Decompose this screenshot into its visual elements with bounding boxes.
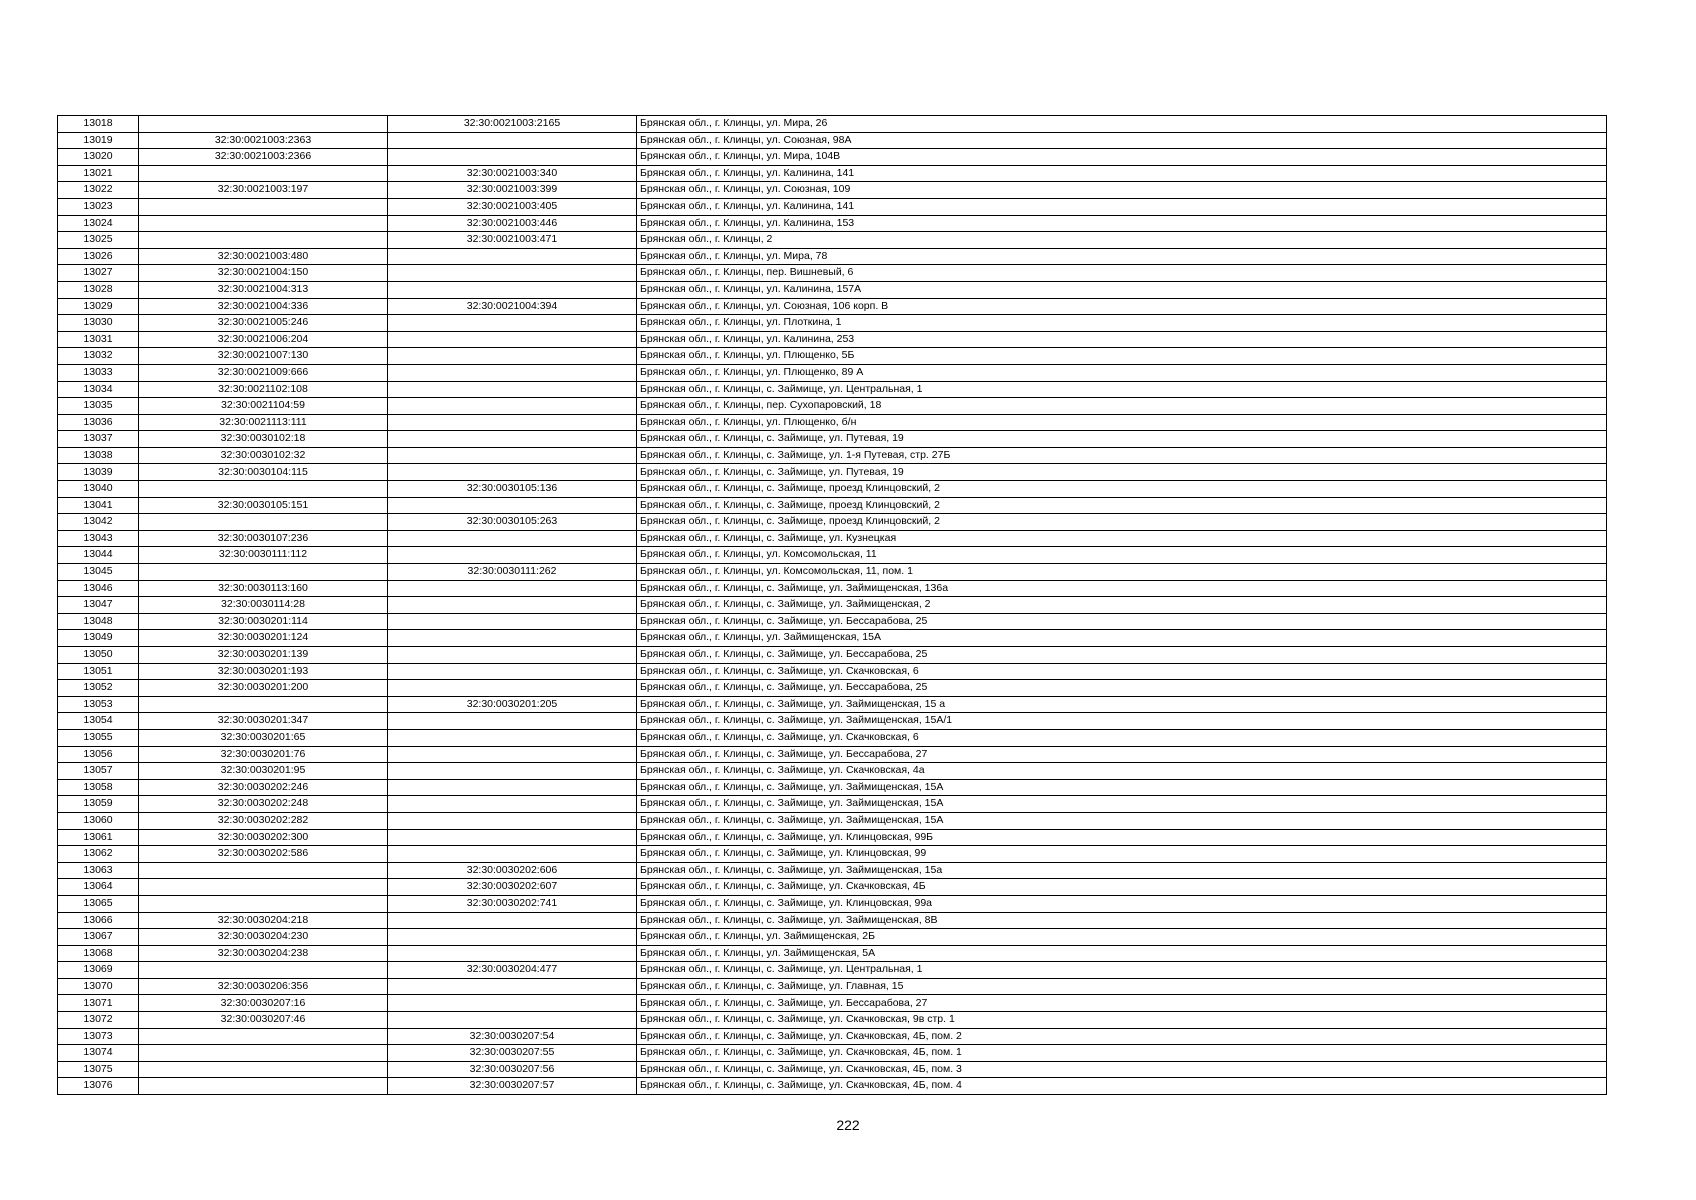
table-row xyxy=(58,116,1607,133)
address-cell: Брянская обл., г. Клинцы, ул. Комсомольская, 11, пом. 1 xyxy=(637,564,1607,581)
table-row xyxy=(58,912,1607,929)
cadastral-number-cell: 32:30:0030114:28 xyxy=(139,597,388,614)
row-number-cell: 13074 xyxy=(58,1045,139,1062)
cadastral-number-cell: 32:30:0021006:204 xyxy=(139,331,388,348)
row-number-cell: 13073 xyxy=(58,1028,139,1045)
row-number-cell: 13076 xyxy=(58,1078,139,1095)
linked-cadastral-number-cell xyxy=(388,912,637,929)
row-number-cell: 13058 xyxy=(58,779,139,796)
cadastral-number-cell xyxy=(139,215,388,232)
linked-cadastral-number-cell xyxy=(388,647,637,664)
linked-cadastral-number-cell: 32:30:0021003:446 xyxy=(388,215,637,232)
cadastral-number-cell: 32:30:0021003:197 xyxy=(139,182,388,199)
cadastral-number-cell: 32:30:0030105:151 xyxy=(139,497,388,514)
cadastral-number-cell: 32:30:0030104:115 xyxy=(139,464,388,481)
table-row xyxy=(58,248,1607,265)
table-row xyxy=(58,165,1607,182)
cadastral-number-cell xyxy=(139,481,388,498)
linked-cadastral-number-cell: 32:30:0030201:205 xyxy=(388,696,637,713)
row-number-cell: 13043 xyxy=(58,530,139,547)
cadastral-number-cell xyxy=(139,895,388,912)
table-row xyxy=(58,796,1607,813)
address-cell: Брянская обл., г. Клинцы, ул. Плющенко, 5Б xyxy=(637,348,1607,365)
cadastral-number-cell: 32:30:0030206:356 xyxy=(139,978,388,995)
cadastral-number-cell: 32:30:0021102:108 xyxy=(139,381,388,398)
cadastral-number-cell: 32:30:0021003:480 xyxy=(139,248,388,265)
address-cell: Брянская обл., г. Клинцы, ул. Займищенская, 2Б xyxy=(637,929,1607,946)
table-row xyxy=(58,630,1607,647)
table-row xyxy=(58,995,1607,1012)
row-number-cell: 13037 xyxy=(58,431,139,448)
linked-cadastral-number-cell xyxy=(388,812,637,829)
linked-cadastral-number-cell xyxy=(388,846,637,863)
table-row xyxy=(58,696,1607,713)
address-cell: Брянская обл., г. Клинцы, ул. Комсомольская, 11 xyxy=(637,547,1607,564)
linked-cadastral-number-cell xyxy=(388,796,637,813)
table-row xyxy=(58,514,1607,531)
linked-cadastral-number-cell xyxy=(388,746,637,763)
cadastral-number-cell: 32:30:0030107:236 xyxy=(139,530,388,547)
row-number-cell: 13068 xyxy=(58,945,139,962)
linked-cadastral-number-cell: 32:30:0030105:136 xyxy=(388,481,637,498)
row-number-cell: 13022 xyxy=(58,182,139,199)
linked-cadastral-number-cell xyxy=(388,580,637,597)
linked-cadastral-number-cell xyxy=(388,1012,637,1029)
row-number-cell: 13033 xyxy=(58,364,139,381)
cadastral-number-cell xyxy=(139,514,388,531)
linked-cadastral-number-cell xyxy=(388,779,637,796)
address-cell: Брянская обл., г. Клинцы, с. Займище, ул. Центральная, 1 xyxy=(637,962,1607,979)
row-number-cell: 13020 xyxy=(58,149,139,166)
table-row xyxy=(58,1028,1607,1045)
address-cell: Брянская обл., г. Клинцы, с. Займище, ул. Скачковская, 4а xyxy=(637,763,1607,780)
table-row xyxy=(58,729,1607,746)
cadastral-number-cell: 32:30:0030113:160 xyxy=(139,580,388,597)
table-row xyxy=(58,265,1607,282)
table-row xyxy=(58,564,1607,581)
cadastral-number-cell: 32:30:0021004:150 xyxy=(139,265,388,282)
row-number-cell: 13054 xyxy=(58,713,139,730)
address-cell: Брянская обл., г. Клинцы, ул. Займищенская, 15А xyxy=(637,630,1607,647)
address-cell: Брянская обл., г. Клинцы, с. Займище, проезд Клинцовский, 2 xyxy=(637,481,1607,498)
row-number-cell: 13026 xyxy=(58,248,139,265)
address-cell: Брянская обл., г. Клинцы, с. Займище, ул. 1-я Путевая, стр. 27Б xyxy=(637,447,1607,464)
address-cell: Брянская обл., г. Клинцы, ул. Союзная, 98А xyxy=(637,132,1607,149)
table-row xyxy=(58,530,1607,547)
table-row xyxy=(58,547,1607,564)
cadastral-number-cell: 32:30:0030202:246 xyxy=(139,779,388,796)
cadastral-number-cell xyxy=(139,116,388,133)
table-row xyxy=(58,929,1607,946)
table-row xyxy=(58,879,1607,896)
address-cell: Брянская обл., г. Клинцы, ул. Мира, 104В xyxy=(637,149,1607,166)
table-row xyxy=(58,132,1607,149)
cadastral-number-cell xyxy=(139,564,388,581)
cadastral-number-cell: 32:30:0030204:218 xyxy=(139,912,388,929)
address-cell: Брянская обл., г. Клинцы, с. Займище, ул. Кузнецкая xyxy=(637,530,1607,547)
linked-cadastral-number-cell xyxy=(388,978,637,995)
cadastral-number-cell xyxy=(139,232,388,249)
linked-cadastral-number-cell: 32:30:0030202:607 xyxy=(388,879,637,896)
linked-cadastral-number-cell xyxy=(388,945,637,962)
linked-cadastral-number-cell xyxy=(388,315,637,332)
table-row xyxy=(58,663,1607,680)
address-cell: Брянская обл., г. Клинцы, с. Займище, ул. Бессарабова, 25 xyxy=(637,680,1607,697)
cadastral-number-cell: 32:30:0030201:65 xyxy=(139,729,388,746)
row-number-cell: 13072 xyxy=(58,1012,139,1029)
linked-cadastral-number-cell: 32:30:0030202:606 xyxy=(388,862,637,879)
cadastral-number-cell xyxy=(139,165,388,182)
address-cell: Брянская обл., г. Клинцы, с. Займище, ул. Бессарабова, 27 xyxy=(637,995,1607,1012)
cadastral-number-cell xyxy=(139,696,388,713)
address-cell: Брянская обл., г. Клинцы, с. Займище, ул. Займищенская, 15А xyxy=(637,796,1607,813)
table-row xyxy=(58,580,1607,597)
row-number-cell: 13036 xyxy=(58,414,139,431)
address-cell: Брянская обл., г. Клинцы, с. Займище, ул. Клинцовская, 99Б xyxy=(637,829,1607,846)
table-row xyxy=(58,447,1607,464)
address-cell: Брянская обл., г. Клинцы, с. Займище, ул. Займищенская, 15 а xyxy=(637,696,1607,713)
address-cell: Брянская обл., г. Клинцы, с. Займище, ул. Скачковская, 6 xyxy=(637,729,1607,746)
table-row xyxy=(58,829,1607,846)
row-number-cell: 13049 xyxy=(58,630,139,647)
address-cell: Брянская обл., г. Клинцы, с. Займище, ул. Главная, 15 xyxy=(637,978,1607,995)
cadastral-number-cell: 32:30:0030201:200 xyxy=(139,680,388,697)
row-number-cell: 13042 xyxy=(58,514,139,531)
address-cell: Брянская обл., г. Клинцы, с. Займище, ул. Путевая, 19 xyxy=(637,431,1607,448)
cadastral-number-cell: 32:30:0030201:139 xyxy=(139,647,388,664)
cadastral-number-cell: 32:30:0030202:586 xyxy=(139,846,388,863)
linked-cadastral-number-cell xyxy=(388,763,637,780)
linked-cadastral-number-cell xyxy=(388,663,637,680)
table-row xyxy=(58,597,1607,614)
row-number-cell: 13060 xyxy=(58,812,139,829)
cadastral-number-cell xyxy=(139,198,388,215)
address-cell: Брянская обл., г. Клинцы, ул. Плющенко, 89 А xyxy=(637,364,1607,381)
linked-cadastral-number-cell xyxy=(388,680,637,697)
cadastral-number-cell: 32:30:0021005:246 xyxy=(139,315,388,332)
row-number-cell: 13062 xyxy=(58,846,139,863)
linked-cadastral-number-cell: 32:30:0021003:399 xyxy=(388,182,637,199)
linked-cadastral-number-cell xyxy=(388,829,637,846)
row-number-cell: 13059 xyxy=(58,796,139,813)
address-cell: Брянская обл., г. Клинцы, с. Займище, ул. Скачковская, 4Б, пом. 1 xyxy=(637,1045,1607,1062)
table-row xyxy=(58,381,1607,398)
linked-cadastral-number-cell xyxy=(388,348,637,365)
linked-cadastral-number-cell xyxy=(388,713,637,730)
table-row xyxy=(58,846,1607,863)
cadastral-number-cell xyxy=(139,879,388,896)
row-number-cell: 13041 xyxy=(58,497,139,514)
row-number-cell: 13064 xyxy=(58,879,139,896)
linked-cadastral-number-cell: 32:30:0030207:54 xyxy=(388,1028,637,1045)
row-number-cell: 13047 xyxy=(58,597,139,614)
linked-cadastral-number-cell: 32:30:0021003:471 xyxy=(388,232,637,249)
cadastral-number-cell xyxy=(139,962,388,979)
linked-cadastral-number-cell xyxy=(388,530,637,547)
cadastral-number-cell: 32:30:0030202:300 xyxy=(139,829,388,846)
address-cell: Брянская обл., г. Клинцы, с. Займище, ул. Путевая, 19 xyxy=(637,464,1607,481)
linked-cadastral-number-cell xyxy=(388,447,637,464)
table-row xyxy=(58,779,1607,796)
table-row xyxy=(58,1045,1607,1062)
cadastral-number-cell xyxy=(139,1028,388,1045)
address-cell: Брянская обл., г. Клинцы, ул. Мира, 78 xyxy=(637,248,1607,265)
address-cell: Брянская обл., г. Клинцы, с. Займище, ул. Бессарабова, 25 xyxy=(637,647,1607,664)
cadastral-number-cell: 32:30:0021104:59 xyxy=(139,398,388,415)
linked-cadastral-number-cell xyxy=(388,929,637,946)
linked-cadastral-number-cell xyxy=(388,995,637,1012)
row-number-cell: 13030 xyxy=(58,315,139,332)
cadastral-number-cell: 32:30:0021009:666 xyxy=(139,364,388,381)
table-row xyxy=(58,613,1607,630)
linked-cadastral-number-cell: 32:30:0030207:55 xyxy=(388,1045,637,1062)
row-number-cell: 13029 xyxy=(58,298,139,315)
table-row xyxy=(58,713,1607,730)
row-number-cell: 13032 xyxy=(58,348,139,365)
linked-cadastral-number-cell xyxy=(388,464,637,481)
table-row xyxy=(58,746,1607,763)
table-row xyxy=(58,364,1607,381)
address-cell: Брянская обл., г. Клинцы, с. Займище, ул. Скачковская, 4Б, пом. 3 xyxy=(637,1061,1607,1078)
address-cell: Брянская обл., г. Клинцы, с. Займище, ул. Бессарабова, 27 xyxy=(637,746,1607,763)
address-cell: Брянская обл., г. Клинцы, ул. Калинина, 141 xyxy=(637,198,1607,215)
table-row xyxy=(58,647,1607,664)
linked-cadastral-number-cell: 32:30:0021003:405 xyxy=(388,198,637,215)
address-cell: Брянская обл., г. Клинцы, с. Займище, ул. Займищенская, 15А xyxy=(637,812,1607,829)
table-row xyxy=(58,1012,1607,1029)
row-number-cell: 13031 xyxy=(58,331,139,348)
row-number-cell: 13053 xyxy=(58,696,139,713)
row-number-cell: 13051 xyxy=(58,663,139,680)
row-number-cell: 13018 xyxy=(58,116,139,133)
address-cell: Брянская обл., г. Клинцы, с. Займище, проезд Клинцовский, 2 xyxy=(637,497,1607,514)
linked-cadastral-number-cell: 32:30:0030207:56 xyxy=(388,1061,637,1078)
row-number-cell: 13027 xyxy=(58,265,139,282)
address-cell: Брянская обл., г. Клинцы, ул. Калинина, 253 xyxy=(637,331,1607,348)
row-number-cell: 13050 xyxy=(58,647,139,664)
cadastral-table xyxy=(57,115,1607,1095)
row-number-cell: 13075 xyxy=(58,1061,139,1078)
linked-cadastral-number-cell xyxy=(388,431,637,448)
row-number-cell: 13063 xyxy=(58,862,139,879)
table-row xyxy=(58,862,1607,879)
linked-cadastral-number-cell xyxy=(388,149,637,166)
address-cell: Брянская обл., г. Клинцы, пер. Вишневый, 6 xyxy=(637,265,1607,282)
linked-cadastral-number-cell: 32:30:0030207:57 xyxy=(388,1078,637,1095)
table-row xyxy=(58,414,1607,431)
address-cell: Брянская обл., г. Клинцы, пер. Сухопаровский, 18 xyxy=(637,398,1607,415)
address-cell: Брянская обл., г. Клинцы, ул. Мира, 26 xyxy=(637,116,1607,133)
address-cell: Брянская обл., г. Клинцы, ул. Союзная, 106 корп. В xyxy=(637,298,1607,315)
cadastral-number-cell: 32:30:0030201:76 xyxy=(139,746,388,763)
address-cell: Брянская обл., г. Клинцы, с. Займище, ул. Клинцовская, 99а xyxy=(637,895,1607,912)
row-number-cell: 13048 xyxy=(58,613,139,630)
linked-cadastral-number-cell xyxy=(388,281,637,298)
cadastral-number-cell: 32:30:0030207:16 xyxy=(139,995,388,1012)
table-row xyxy=(58,298,1607,315)
row-number-cell: 13067 xyxy=(58,929,139,946)
cadastral-number-cell: 32:30:0030202:282 xyxy=(139,812,388,829)
table-row xyxy=(58,763,1607,780)
row-number-cell: 13061 xyxy=(58,829,139,846)
cadastral-number-cell: 32:30:0030202:248 xyxy=(139,796,388,813)
table-row xyxy=(58,215,1607,232)
cadastral-number-cell: 32:30:0021004:313 xyxy=(139,281,388,298)
table-row xyxy=(58,149,1607,166)
row-number-cell: 13040 xyxy=(58,481,139,498)
row-number-cell: 13069 xyxy=(58,962,139,979)
cadastral-number-cell: 32:30:0030207:46 xyxy=(139,1012,388,1029)
address-cell: Брянская обл., г. Клинцы, с. Займище, ул. Скачковская, 6 xyxy=(637,663,1607,680)
linked-cadastral-number-cell xyxy=(388,381,637,398)
row-number-cell: 13044 xyxy=(58,547,139,564)
address-cell: Брянская обл., г. Клинцы, 2 xyxy=(637,232,1607,249)
linked-cadastral-number-cell: 32:30:0021004:394 xyxy=(388,298,637,315)
address-cell: Брянская обл., г. Клинцы, с. Займище, ул. Клинцовская, 99 xyxy=(637,846,1607,863)
cadastral-number-cell: 32:30:0030204:238 xyxy=(139,945,388,962)
page-number: 222 xyxy=(836,1117,860,1133)
cadastral-number-cell: 32:30:0030204:230 xyxy=(139,929,388,946)
address-cell: Брянская обл., г. Клинцы, с. Займище, ул. Займищенская, 2 xyxy=(637,597,1607,614)
cadastral-number-cell xyxy=(139,1078,388,1095)
row-number-cell: 13055 xyxy=(58,729,139,746)
linked-cadastral-number-cell xyxy=(388,597,637,614)
address-cell: Брянская обл., г. Клинцы, с. Займище, ул. Бессарабова, 25 xyxy=(637,613,1607,630)
table-body xyxy=(58,116,1607,1095)
cadastral-number-cell: 32:30:0021004:336 xyxy=(139,298,388,315)
cadastral-number-cell: 32:30:0030201:193 xyxy=(139,663,388,680)
row-number-cell: 13024 xyxy=(58,215,139,232)
cadastral-number-cell: 32:30:0021113:111 xyxy=(139,414,388,431)
row-number-cell: 13066 xyxy=(58,912,139,929)
cadastral-number-cell: 32:30:0030201:124 xyxy=(139,630,388,647)
cadastral-number-cell: 32:30:0030111:112 xyxy=(139,547,388,564)
row-number-cell: 13056 xyxy=(58,746,139,763)
address-cell: Брянская обл., г. Клинцы, с. Займище, ул. Займищенская, 8В xyxy=(637,912,1607,929)
table-row xyxy=(58,945,1607,962)
linked-cadastral-number-cell: 32:30:0021003:2165 xyxy=(388,116,637,133)
address-cell: Брянская обл., г. Клинцы, с. Займище, ул. Займищенская, 136а xyxy=(637,580,1607,597)
linked-cadastral-number-cell: 32:30:0030111:262 xyxy=(388,564,637,581)
table-row xyxy=(58,348,1607,365)
table-row xyxy=(58,962,1607,979)
table-row xyxy=(58,895,1607,912)
cadastral-number-cell: 32:30:0021007:130 xyxy=(139,348,388,365)
row-number-cell: 13071 xyxy=(58,995,139,1012)
address-cell: Брянская обл., г. Клинцы, ул. Калинина, 141 xyxy=(637,165,1607,182)
cadastral-number-cell: 32:30:0030201:347 xyxy=(139,713,388,730)
row-number-cell: 13021 xyxy=(58,165,139,182)
cadastral-number-cell: 32:30:0030201:114 xyxy=(139,613,388,630)
table-row xyxy=(58,680,1607,697)
cadastral-number-cell xyxy=(139,862,388,879)
cadastral-number-cell: 32:30:0021003:2363 xyxy=(139,132,388,149)
row-number-cell: 13046 xyxy=(58,580,139,597)
address-cell: Брянская обл., г. Клинцы, ул. Союзная, 109 xyxy=(637,182,1607,199)
linked-cadastral-number-cell xyxy=(388,132,637,149)
cadastral-number-cell: 32:30:0030102:32 xyxy=(139,447,388,464)
table-row xyxy=(58,182,1607,199)
row-number-cell: 13057 xyxy=(58,763,139,780)
cadastral-number-cell: 32:30:0030102:18 xyxy=(139,431,388,448)
table-row xyxy=(58,398,1607,415)
table-row xyxy=(58,464,1607,481)
linked-cadastral-number-cell xyxy=(388,497,637,514)
table-row xyxy=(58,812,1607,829)
address-cell: Брянская обл., г. Клинцы, с. Займище, ул. Скачковская, 4Б, пом. 2 xyxy=(637,1028,1607,1045)
row-number-cell: 13065 xyxy=(58,895,139,912)
cadastral-number-cell: 32:30:0030201:95 xyxy=(139,763,388,780)
address-cell: Брянская обл., г. Клинцы, с. Займище, ул. Скачковская, 9в стр. 1 xyxy=(637,1012,1607,1029)
row-number-cell: 13038 xyxy=(58,447,139,464)
address-cell: Брянская обл., г. Клинцы, с. Займище, ул. Скачковская, 4Б xyxy=(637,879,1607,896)
address-cell: Брянская обл., г. Клинцы, с. Займище, ул. Центральная, 1 xyxy=(637,381,1607,398)
cadastral-number-cell: 32:30:0021003:2366 xyxy=(139,149,388,166)
row-number-cell: 13019 xyxy=(58,132,139,149)
address-cell: Брянская обл., г. Клинцы, ул. Калинина, 157А xyxy=(637,281,1607,298)
linked-cadastral-number-cell xyxy=(388,414,637,431)
table-row xyxy=(58,331,1607,348)
table-row xyxy=(58,281,1607,298)
row-number-cell: 13025 xyxy=(58,232,139,249)
row-number-cell: 13045 xyxy=(58,564,139,581)
address-cell: Брянская обл., г. Клинцы, ул. Займищенская, 5А xyxy=(637,945,1607,962)
table-row xyxy=(58,1078,1607,1095)
cadastral-number-cell xyxy=(139,1061,388,1078)
table-row xyxy=(58,431,1607,448)
address-cell: Брянская обл., г. Клинцы, ул. Калинина, 153 xyxy=(637,215,1607,232)
address-cell: Брянская обл., г. Клинцы, с. Займище, ул. Займищенская, 15А xyxy=(637,779,1607,796)
row-number-cell: 13023 xyxy=(58,198,139,215)
address-cell: Брянская обл., г. Клинцы, с. Займище, ул. Займищенская, 15а xyxy=(637,862,1607,879)
cadastral-number-cell xyxy=(139,1045,388,1062)
linked-cadastral-number-cell xyxy=(388,547,637,564)
address-cell: Брянская обл., г. Клинцы, ул. Плющенко, б/н xyxy=(637,414,1607,431)
linked-cadastral-number-cell xyxy=(388,265,637,282)
address-cell: Брянская обл., г. Клинцы, с. Займище, ул. Займищенская, 15А/1 xyxy=(637,713,1607,730)
linked-cadastral-number-cell xyxy=(388,248,637,265)
row-number-cell: 13052 xyxy=(58,680,139,697)
linked-cadastral-number-cell: 32:30:0030202:741 xyxy=(388,895,637,912)
linked-cadastral-number-cell xyxy=(388,630,637,647)
linked-cadastral-number-cell xyxy=(388,398,637,415)
table-row xyxy=(58,232,1607,249)
linked-cadastral-number-cell xyxy=(388,331,637,348)
linked-cadastral-number-cell xyxy=(388,613,637,630)
address-cell: Брянская обл., г. Клинцы, ул. Плоткина, 1 xyxy=(637,315,1607,332)
table-row xyxy=(58,978,1607,995)
linked-cadastral-number-cell: 32:30:0030105:263 xyxy=(388,514,637,531)
address-cell: Брянская обл., г. Клинцы, с. Займище, ул. Скачковская, 4Б, пом. 4 xyxy=(637,1078,1607,1095)
row-number-cell: 13035 xyxy=(58,398,139,415)
linked-cadastral-number-cell xyxy=(388,729,637,746)
row-number-cell: 13039 xyxy=(58,464,139,481)
row-number-cell: 13028 xyxy=(58,281,139,298)
table-row xyxy=(58,1061,1607,1078)
row-number-cell: 13070 xyxy=(58,978,139,995)
table-row xyxy=(58,315,1607,332)
table-row xyxy=(58,481,1607,498)
address-cell: Брянская обл., г. Клинцы, с. Займище, проезд Клинцовский, 2 xyxy=(637,514,1607,531)
table-row xyxy=(58,497,1607,514)
linked-cadastral-number-cell: 32:30:0021003:340 xyxy=(388,165,637,182)
linked-cadastral-number-cell: 32:30:0030204:477 xyxy=(388,962,637,979)
linked-cadastral-number-cell xyxy=(388,364,637,381)
table-row xyxy=(58,198,1607,215)
row-number-cell: 13034 xyxy=(58,381,139,398)
